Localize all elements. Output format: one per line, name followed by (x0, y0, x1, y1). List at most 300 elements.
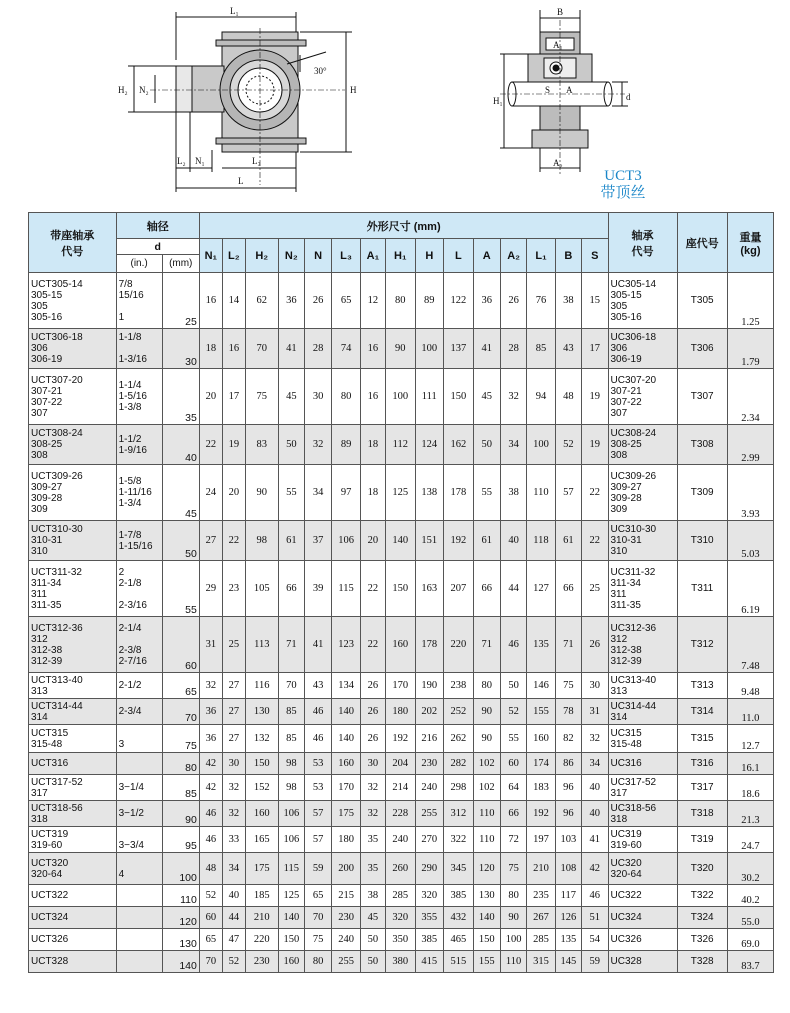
bearing-code-cell: UC310-30 310-31 310 (608, 521, 677, 561)
table-row (29, 885, 774, 907)
housing-code-cell: T308 (677, 425, 727, 465)
front-view-drawing (128, 12, 352, 192)
dim-cell: 32 (304, 425, 331, 465)
unit-code-cell: UCT309-26 309-27 309-28 309 (29, 465, 117, 521)
dim-cell: 385 (444, 885, 474, 907)
dim-cell: 127 (527, 561, 555, 617)
housing-code-cell: T313 (677, 673, 727, 699)
dim-cell: 29 (199, 561, 222, 617)
dim-cell: 120 (473, 853, 500, 885)
dim-cell: 118 (527, 521, 555, 561)
dim-cell: 57 (304, 801, 331, 827)
dim-cell: 178 (444, 465, 474, 521)
dim-cell: 61 (473, 521, 500, 561)
header-mm-unit: (mm) (162, 255, 199, 273)
dim-cell: 30 (222, 753, 245, 775)
housing-code-cell: T307 (677, 369, 727, 425)
dim-cell: 175 (332, 801, 360, 827)
dim-cell: 57 (304, 827, 331, 853)
dim-cell: 214 (386, 775, 416, 801)
unit-code-cell: UCT326 (29, 929, 117, 951)
dim-cell: 52 (555, 425, 581, 465)
unit-code-cell: UCT315 315-48 (29, 725, 117, 753)
unit-code-cell: UCT328 (29, 951, 117, 973)
dim-cell: 117 (555, 885, 581, 907)
weight-cell: 16.1 (727, 753, 773, 775)
dim-cell: 47 (222, 929, 245, 951)
dim-cell: 102 (473, 753, 500, 775)
dim-cell: 40 (582, 775, 609, 801)
mm-cell: 30 (162, 329, 199, 369)
dim-cell: 22 (199, 425, 222, 465)
dim-cell: 27 (222, 699, 245, 725)
inch-cell: 2 2-1/8 2-3/16 (116, 561, 162, 617)
dim-cell: 23 (222, 561, 245, 617)
dim-cell: 20 (222, 465, 245, 521)
dim-cell: 26 (360, 725, 385, 753)
inch-cell: 3−3/4 (116, 827, 162, 853)
dim-cell: 15 (582, 273, 609, 329)
dim-cell: 240 (415, 775, 443, 801)
dim-cell: 16 (199, 273, 222, 329)
unit-code-cell: UCT310-30 310-31 310 (29, 521, 117, 561)
dim-cell: 22 (582, 465, 609, 521)
table-row (29, 801, 774, 827)
table-row (29, 699, 774, 725)
dim-cell: 135 (527, 617, 555, 673)
dim-cell: 34 (582, 753, 609, 775)
dim-cell: 89 (415, 273, 443, 329)
unit-code-cell: UCT308-24 308-25 308 (29, 425, 117, 465)
dim-cell: 282 (444, 753, 474, 775)
model-name: UCT3 (604, 168, 642, 184)
table-row (29, 775, 774, 801)
dim-cell: 320 (415, 885, 443, 907)
dim-cell: 22 (582, 521, 609, 561)
inch-cell: 1-1/8 1-3/16 (116, 329, 162, 369)
dim-cell: 262 (444, 725, 474, 753)
mm-cell: 60 (162, 617, 199, 673)
inch-cell: 2-3/4 (116, 699, 162, 725)
dim-cell: 380 (386, 951, 416, 973)
bearing-code-cell: UC320 320-64 (608, 853, 677, 885)
dim-cell: 97 (332, 465, 360, 521)
dim-cell: 55 (473, 465, 500, 521)
dim-cell: 110 (473, 827, 500, 853)
bearing-code-cell: UC319 319-60 (608, 827, 677, 853)
bearing-code-cell: UC326 (608, 929, 677, 951)
dim-cell: 59 (304, 853, 331, 885)
mm-cell: 45 (162, 465, 199, 521)
dim-cell: 85 (278, 699, 304, 725)
dim-cell: 515 (444, 951, 474, 973)
bearing-code-cell: UC308-24 308-25 308 (608, 425, 677, 465)
dim-cell: 178 (415, 617, 443, 673)
dim-cell: 70 (199, 951, 222, 973)
dim-cell: 100 (527, 425, 555, 465)
dim-cell: 415 (415, 951, 443, 973)
dim-A1: A₁ (553, 40, 563, 50)
dim-d: d (626, 92, 631, 102)
mm-cell: 65 (162, 673, 199, 699)
housing-code-cell: T312 (677, 617, 727, 673)
inch-cell (116, 885, 162, 907)
housing-code-cell: T316 (677, 753, 727, 775)
bearing-code-cell: UC307-20 307-21 307-22 307 (608, 369, 677, 425)
dim-cell: 41 (304, 617, 331, 673)
table-row (29, 725, 774, 753)
dim-cell: 16 (222, 329, 245, 369)
dim-cell: 25 (222, 617, 245, 673)
dim-cell: 80 (332, 369, 360, 425)
unit-code-cell: UCT316 (29, 753, 117, 775)
dim-cell: 285 (527, 929, 555, 951)
mm-cell: 140 (162, 951, 199, 973)
dim-cell: 320 (386, 907, 416, 929)
header-dim-13: B (555, 239, 581, 273)
housing-code-cell: T317 (677, 775, 727, 801)
dim-cell: 26 (500, 273, 526, 329)
table-row (29, 929, 774, 951)
bearing-code-cell: UC312-36 312 312-38 312-39 (608, 617, 677, 673)
table-row (29, 673, 774, 699)
dim-L3: L₃ (252, 156, 261, 166)
header-dim-14: S (582, 239, 609, 273)
dim-cell: 106 (278, 801, 304, 827)
inch-cell (116, 907, 162, 929)
table-row (29, 425, 774, 465)
dim-cell: 42 (199, 775, 222, 801)
dim-cell: 34 (222, 853, 245, 885)
dim-cell: 432 (444, 907, 474, 929)
dim-cell: 238 (444, 673, 474, 699)
dim-cell: 51 (582, 907, 609, 929)
dim-cell: 106 (278, 827, 304, 853)
dim-H2: H₂ (118, 85, 128, 95)
dim-cell: 43 (304, 673, 331, 699)
housing-code-cell: T326 (677, 929, 727, 951)
dim-cell: 102 (473, 775, 500, 801)
dim-cell: 230 (332, 907, 360, 929)
dim-cell: 26 (360, 673, 385, 699)
dim-B: B (557, 7, 564, 17)
mm-cell: 50 (162, 521, 199, 561)
dim-cell: 50 (500, 673, 526, 699)
mm-cell: 95 (162, 827, 199, 853)
dim-cell: 85 (278, 725, 304, 753)
dim-cell: 41 (278, 329, 304, 369)
weight-cell: 6.19 (727, 561, 773, 617)
header-weight: 重量 (kg) (727, 213, 773, 273)
housing-code-cell: T322 (677, 885, 727, 907)
dim-H: H (350, 85, 357, 95)
dim-cell: 100 (500, 929, 526, 951)
dim-cell: 41 (473, 329, 500, 369)
weight-cell: 1.25 (727, 273, 773, 329)
dim-cell: 32 (360, 801, 385, 827)
dim-cell: 112 (386, 425, 416, 465)
dim-cell: 96 (555, 801, 581, 827)
dim-cell: 70 (304, 907, 331, 929)
dim-cell: 137 (444, 329, 474, 369)
dim-cell: 183 (527, 775, 555, 801)
dim-cell: 74 (332, 329, 360, 369)
dim-cell: 312 (444, 801, 474, 827)
dim-cell: 140 (278, 907, 304, 929)
dim-cell: 155 (473, 951, 500, 973)
dim-cell: 85 (527, 329, 555, 369)
mm-cell: 35 (162, 369, 199, 425)
dim-cell: 78 (555, 699, 581, 725)
dim-cell: 39 (304, 561, 331, 617)
model-label (588, 168, 658, 202)
unit-code-cell: UCT319 319-60 (29, 827, 117, 853)
dim-cell: 230 (415, 753, 443, 775)
dim-cell: 110 (527, 465, 555, 521)
dim-cell: 76 (527, 273, 555, 329)
header-dim-7: H₁ (386, 239, 416, 273)
dim-cell: 150 (473, 929, 500, 951)
dim-cell: 116 (245, 673, 278, 699)
dim-cell: 45 (278, 369, 304, 425)
unit-code-cell: UCT324 (29, 907, 117, 929)
dim-cell: 86 (555, 753, 581, 775)
dim-cell: 135 (555, 929, 581, 951)
header-bearing-unit-code: 带座轴承 代号 (29, 213, 117, 273)
dim-cell: 90 (386, 329, 416, 369)
dim-A2: A₂ (553, 158, 563, 168)
dim-cell: 32 (222, 775, 245, 801)
housing-code-cell: T318 (677, 801, 727, 827)
dim-cell: 44 (222, 907, 245, 929)
dim-cell: 26 (360, 699, 385, 725)
dim-cell: 18 (199, 329, 222, 369)
weight-cell: 18.6 (727, 775, 773, 801)
dim-cell: 103 (555, 827, 581, 853)
inch-cell: 3−1/4 (116, 775, 162, 801)
housing-code-cell: T309 (677, 465, 727, 521)
unit-code-cell: UCT305-14 305-15 305 305-16 (29, 273, 117, 329)
dim-cell: 19 (222, 425, 245, 465)
dim-cell: 260 (386, 853, 416, 885)
dim-cell: 31 (199, 617, 222, 673)
bearing-code-cell: UC328 (608, 951, 677, 973)
dim-cell: 220 (444, 617, 474, 673)
weight-cell: 2.34 (727, 369, 773, 425)
dim-cell: 20 (360, 521, 385, 561)
dim-cell: 192 (527, 801, 555, 827)
dim-cell: 59 (582, 951, 609, 973)
dim-cell: 71 (278, 617, 304, 673)
dim-cell: 80 (500, 885, 526, 907)
bearing-code-cell: UC306-18 306 306-19 (608, 329, 677, 369)
unit-code-cell: UCT312-36 312 312-38 312-39 (29, 617, 117, 673)
dim-cell: 110 (500, 951, 526, 973)
dim-cell: 71 (473, 617, 500, 673)
dim-cell: 22 (360, 617, 385, 673)
dim-cell: 31 (582, 699, 609, 725)
dim-cell: 150 (386, 561, 416, 617)
unit-code-cell: UCT307-20 307-21 307-22 307 (29, 369, 117, 425)
dim-A: A (566, 85, 573, 95)
table-row (29, 273, 774, 329)
dim-cell: 355 (415, 907, 443, 929)
dim-cell: 130 (245, 699, 278, 725)
dim-cell: 113 (245, 617, 278, 673)
inch-cell: 4 (116, 853, 162, 885)
dim-cell: 48 (555, 369, 581, 425)
weight-cell: 5.03 (727, 521, 773, 561)
dim-cell: 45 (360, 907, 385, 929)
mm-cell: 130 (162, 929, 199, 951)
unit-code-cell: UCT320 320-64 (29, 853, 117, 885)
dim-cell: 62 (245, 273, 278, 329)
dim-cell: 44 (500, 561, 526, 617)
dim-L1: L₁ (230, 6, 239, 16)
dim-cell: 151 (415, 521, 443, 561)
dim-cell: 28 (500, 329, 526, 369)
dim-cell: 57 (555, 465, 581, 521)
dim-cell: 30 (360, 753, 385, 775)
dim-cell: 66 (278, 561, 304, 617)
unit-code-cell: UCT311-32 311-34 311 311-35 (29, 561, 117, 617)
weight-cell: 1.79 (727, 329, 773, 369)
inch-cell: 1-1/2 1-9/16 (116, 425, 162, 465)
dim-cell: 174 (527, 753, 555, 775)
dim-cell: 255 (415, 801, 443, 827)
housing-code-cell: T324 (677, 907, 727, 929)
dim-cell: 230 (245, 951, 278, 973)
mm-cell: 100 (162, 853, 199, 885)
header-dimensions: 外形尺寸 (mm) (199, 213, 608, 239)
mm-cell: 40 (162, 425, 199, 465)
table-row (29, 561, 774, 617)
dim-cell: 126 (555, 907, 581, 929)
dim-cell: 130 (473, 885, 500, 907)
dim-cell: 24 (199, 465, 222, 521)
dim-H1: H₁ (493, 96, 503, 106)
dim-cell: 170 (386, 673, 416, 699)
inch-cell: 3−1/2 (116, 801, 162, 827)
dim-cell: 285 (386, 885, 416, 907)
dim-cell: 140 (332, 725, 360, 753)
dim-cell: 12 (360, 273, 385, 329)
dim-cell: 40 (500, 521, 526, 561)
weight-cell: 2.99 (727, 425, 773, 465)
dim-cell: 80 (304, 951, 331, 973)
dim-cell: 30 (582, 673, 609, 699)
dim-cell: 96 (555, 775, 581, 801)
header-shaft-diameter: 轴径 (116, 213, 199, 239)
dim-cell: 50 (473, 425, 500, 465)
inch-cell: 2-1/2 (116, 673, 162, 699)
dim-cell: 46 (500, 617, 526, 673)
housing-code-cell: T314 (677, 699, 727, 725)
bearing-code-cell: UC311-32 311-34 311 311-35 (608, 561, 677, 617)
inch-cell: 2-1/4 2-3/8 2-7/16 (116, 617, 162, 673)
header-dim-4: N (304, 239, 331, 273)
weight-cell: 11.0 (727, 699, 773, 725)
dim-cell: 160 (527, 725, 555, 753)
dim-cell: 140 (332, 699, 360, 725)
dim-cell: 345 (444, 853, 474, 885)
dim-cell: 38 (360, 885, 385, 907)
bearing-code-cell: UC305-14 305-15 305 305-16 (608, 273, 677, 329)
housing-code-cell: T311 (677, 561, 727, 617)
dim-cell: 28 (304, 329, 331, 369)
dim-cell: 124 (415, 425, 443, 465)
weight-cell: 55.0 (727, 907, 773, 929)
table-row (29, 465, 774, 521)
mm-cell: 25 (162, 273, 199, 329)
dim-cell: 350 (386, 929, 416, 951)
dim-cell: 105 (245, 561, 278, 617)
dim-cell: 240 (386, 827, 416, 853)
inch-cell (116, 753, 162, 775)
dim-cell: 52 (199, 885, 222, 907)
bearing-code-cell: UC317-52 317 (608, 775, 677, 801)
dim-cell: 75 (245, 369, 278, 425)
dim-cell: 60 (199, 907, 222, 929)
inch-cell: 1-1/4 1-5/16 1-3/8 (116, 369, 162, 425)
dim-cell: 123 (332, 617, 360, 673)
unit-code-cell: UCT306-18 306 306-19 (29, 329, 117, 369)
dim-cell: 290 (415, 853, 443, 885)
dim-cell: 160 (386, 617, 416, 673)
bearing-code-cell: UC318-56 318 (608, 801, 677, 827)
dim-cell: 18 (360, 425, 385, 465)
inch-cell (116, 929, 162, 951)
inch-cell (116, 951, 162, 973)
mm-cell: 90 (162, 801, 199, 827)
dim-cell: 14 (222, 273, 245, 329)
dim-cell: 75 (555, 673, 581, 699)
dim-cell: 155 (527, 699, 555, 725)
spec-table (28, 212, 774, 973)
dim-cell: 255 (332, 951, 360, 973)
table-row (29, 907, 774, 929)
dim-cell: 25 (582, 561, 609, 617)
inch-cell: 3 (116, 725, 162, 753)
side-view-drawing (500, 10, 628, 175)
dim-cell: 72 (500, 827, 526, 853)
table-row (29, 753, 774, 775)
dim-cell: 150 (278, 929, 304, 951)
weight-cell: 7.48 (727, 617, 773, 673)
dim-cell: 55 (278, 465, 304, 521)
dim-cell: 252 (444, 699, 474, 725)
dim-cell: 160 (332, 753, 360, 775)
dim-cell: 138 (415, 465, 443, 521)
dim-cell: 46 (582, 885, 609, 907)
dim-cell: 65 (332, 273, 360, 329)
dim-cell: 32 (500, 369, 526, 425)
dim-cell: 75 (500, 853, 526, 885)
dim-cell: 90 (500, 907, 526, 929)
dim-cell: 122 (444, 273, 474, 329)
header-dim-1: L₂ (222, 239, 245, 273)
dim-cell: 27 (199, 521, 222, 561)
dim-L2: L₂ (177, 156, 186, 166)
bearing-code-cell: UC314-44 314 (608, 699, 677, 725)
dim-cell: 27 (222, 725, 245, 753)
housing-code-cell: T320 (677, 853, 727, 885)
dim-L: L (238, 176, 244, 186)
dim-cell: 34 (304, 465, 331, 521)
dim-N2: N₂ (139, 85, 149, 95)
dim-cell: 90 (245, 465, 278, 521)
dim-N1: N₁ (195, 156, 205, 166)
